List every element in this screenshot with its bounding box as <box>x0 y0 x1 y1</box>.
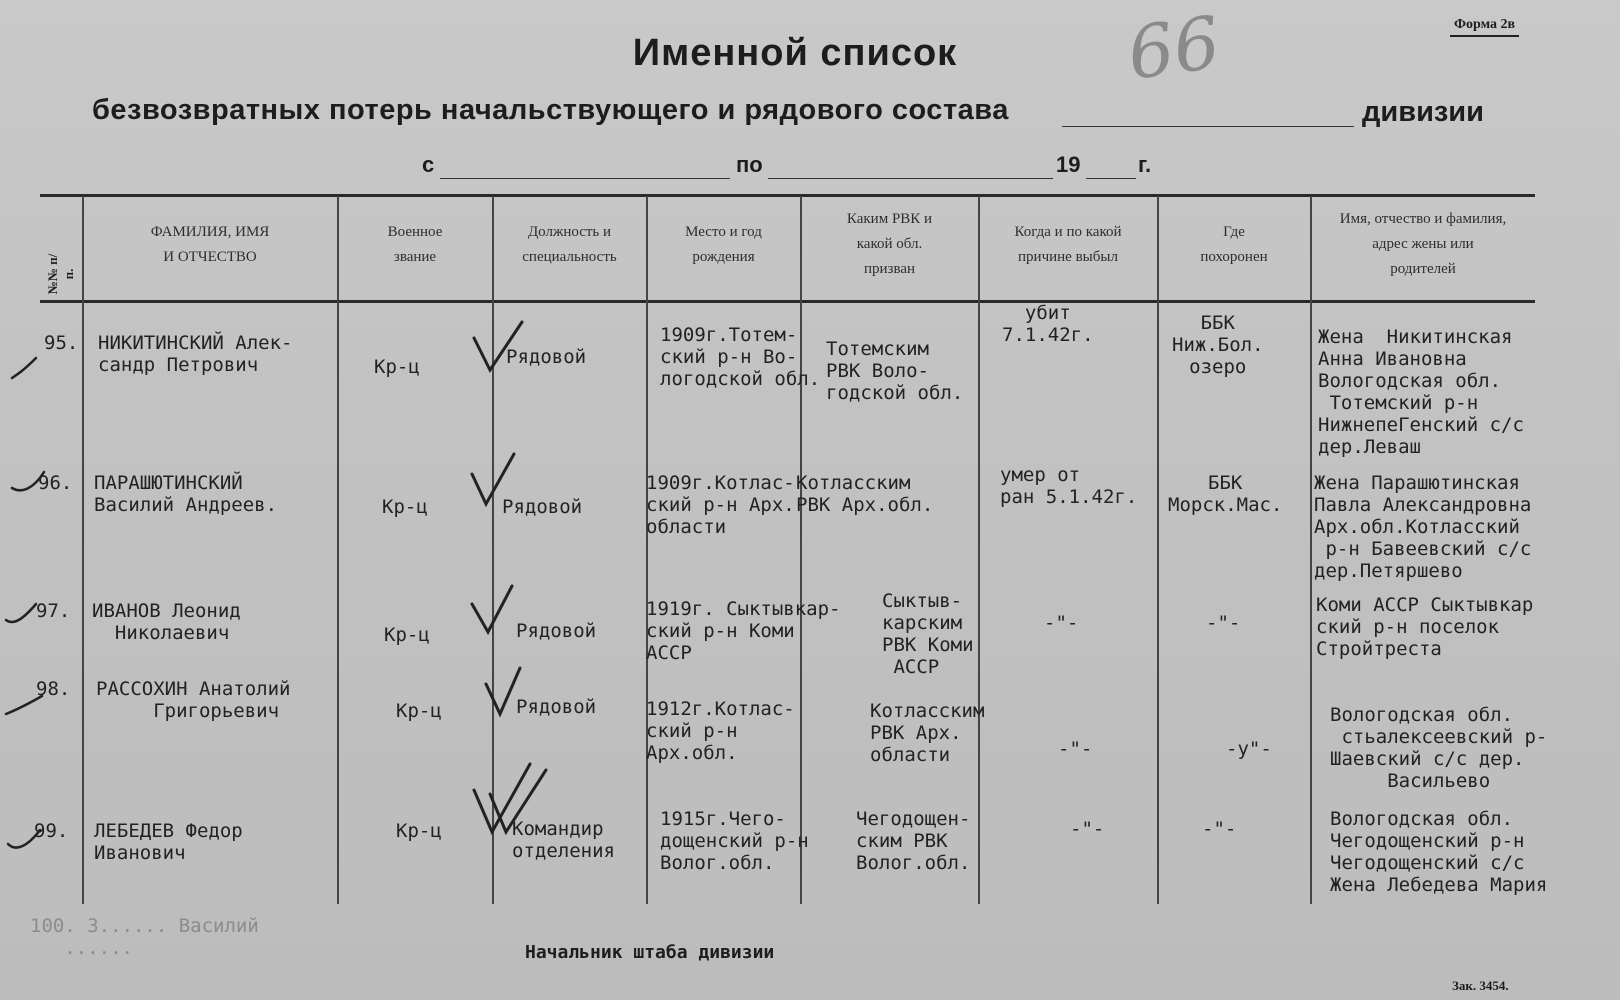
row-number: 98. <box>36 678 71 700</box>
header-rvk: Каким РВК и какой обл. призван <box>846 211 933 277</box>
margin-tick <box>8 352 44 386</box>
period-to-line <box>768 178 1053 179</box>
header-rank: Военное звание <box>387 224 443 265</box>
column-divider <box>1310 196 1312 904</box>
header-position: Должность и специальность <box>522 224 617 265</box>
row-rank: Кр-ц <box>384 624 430 646</box>
row-buried: -у"- <box>1226 738 1272 760</box>
row-position: Командир отделения <box>512 818 615 862</box>
subtitle-suffix: дивизии <box>1362 96 1484 128</box>
row-when: -"- <box>1070 818 1105 840</box>
row-name: ЛЕБЕДЕВ Федор Иванович <box>94 820 243 864</box>
form-label: Форма 2в <box>1450 17 1519 37</box>
row-rvk: Сыктыв- карским РВК Коми АССР <box>882 590 974 678</box>
row-buried: ББК Ниж.Бол. озеро <box>1172 312 1264 378</box>
check-mark <box>470 758 560 836</box>
row-name: ИВАНОВ Леонид Николаевич <box>92 600 241 644</box>
column-divider <box>82 196 84 904</box>
column-divider <box>978 196 980 904</box>
row-number: 99. <box>34 820 69 842</box>
row-when: -"- <box>1058 738 1093 760</box>
division-blank-line <box>1062 126 1354 127</box>
row-number: 97. <box>36 600 71 622</box>
row-relatives: Жена Никитинская Анна Ивановна Вологодская обл. Тотемский р-н НижнепеГенский с/с дер.Леваш <box>1318 326 1524 458</box>
row-name: НИКИТИНСКИЙ Алек- сандр Петрович <box>98 332 293 376</box>
row-rvk: Котласским РВК Арх. области <box>870 700 985 766</box>
row-when: умер от ран 5.1.42г. <box>1000 464 1138 508</box>
header-birth: Место и год рождения <box>685 224 762 265</box>
document-title: Именной список <box>632 32 958 74</box>
period-from-line <box>440 178 730 179</box>
check-mark <box>466 450 526 510</box>
row-birth: 1909г.Тотем- ский р-н Во- логодской обл. <box>660 324 821 390</box>
header-when: Когда и по какой причине выбыл <box>1014 224 1122 265</box>
row-position: Рядовой <box>502 496 583 518</box>
column-divider <box>800 196 802 904</box>
row-birth: 1912г.Котлас- ский р-н Арх.обл. <box>646 698 795 764</box>
row-number: 96. <box>38 472 73 494</box>
faded-row <box>30 915 259 959</box>
column-divider <box>1157 196 1159 904</box>
handwritten-number: 66 <box>1122 0 1226 96</box>
check-mark <box>468 318 528 376</box>
row-number: 95. <box>44 332 79 354</box>
column-divider <box>337 196 339 904</box>
row-position: Рядовой <box>516 620 597 642</box>
document-subtitle: безвозвратных потерь начальствующего и рядового состава <box>92 94 1009 126</box>
row-rank: Кр-ц <box>374 356 420 378</box>
row-name: ПАРАШЮТИНСКИЙ Василий Андреев. <box>94 472 278 516</box>
row-name: РАССОХИН Анатолий Григорьевич <box>96 678 291 722</box>
row-rvk: Котласским РВК Арх.обл. <box>796 472 934 516</box>
row-birth: 1919г. Сыктывкар- ский р-н Коми АССР <box>646 598 841 664</box>
footer-signature-label: Начальник штаба дивизии <box>525 942 775 963</box>
period-year-suffix: г. <box>1138 152 1152 177</box>
check-mark <box>480 664 540 722</box>
row-when: убит 7.1.42г. <box>1002 302 1094 346</box>
margin-tick <box>4 822 44 854</box>
row-rank: Кр-ц <box>396 820 442 842</box>
margin-tick <box>2 598 42 628</box>
row-relatives: Жена Парашютинская Павла Александровна Арх.обл.Котласский р-н Бавеевский с/с дер.Петяршево <box>1314 472 1532 582</box>
row-buried: -"- <box>1202 818 1237 840</box>
row-buried: ББК Морск.Мас. <box>1168 472 1283 516</box>
row-relatives: Вологодская обл. стьалексеевский р- Шаевский с/с дер. Васильево <box>1330 704 1548 792</box>
check-mark <box>466 582 526 640</box>
row-relatives: Коми АССР Сыктывкар ский р-н поселок Стройтреста <box>1316 594 1534 660</box>
margin-tick <box>2 690 46 720</box>
faded-row-number: 100. <box>30 915 76 937</box>
row-buried: -"- <box>1206 612 1241 634</box>
row-rank: Кр-ц <box>396 700 442 722</box>
period-year-label: 19 <box>1056 152 1081 177</box>
margin-tick <box>8 468 48 504</box>
row-rvk: Тотемским РВК Воло- годской обл. <box>826 338 964 404</box>
header-number: №№ п/п. <box>45 253 76 295</box>
row-relatives: Вологодская обл. Чегодощенский р-н Чегодощенский с/с Жена Лебедева Мария <box>1330 808 1548 896</box>
period-year-line <box>1086 178 1136 179</box>
period-to-label: по <box>736 152 763 177</box>
row-when: -"- <box>1044 612 1079 634</box>
header-buried: Где похоронен <box>1200 224 1268 265</box>
row-birth: 1915г.Чего- дощенский р-н Волог.обл. <box>660 808 809 874</box>
row-birth: 1909г.Котлас- ский р-н Арх. области <box>646 472 795 538</box>
row-position: Рядовой <box>516 696 597 718</box>
period-from-label: с <box>422 152 435 177</box>
header-name: ФАМИЛИЯ, ИМЯ И ОТЧЕСТВО <box>150 224 270 265</box>
row-rvk: Чегодощен- ским РВК Волог.обл. <box>856 808 971 874</box>
faded-row-name: З...... Василий ...... <box>64 915 259 959</box>
row-position: Рядовой <box>506 346 587 368</box>
column-divider <box>646 196 648 904</box>
header-relatives: Имя, отчество и фамилия, адрес жены или родителей <box>1339 211 1507 277</box>
row-rank: Кр-ц <box>382 496 428 518</box>
order-number: Зак. 3454. <box>1452 978 1509 993</box>
